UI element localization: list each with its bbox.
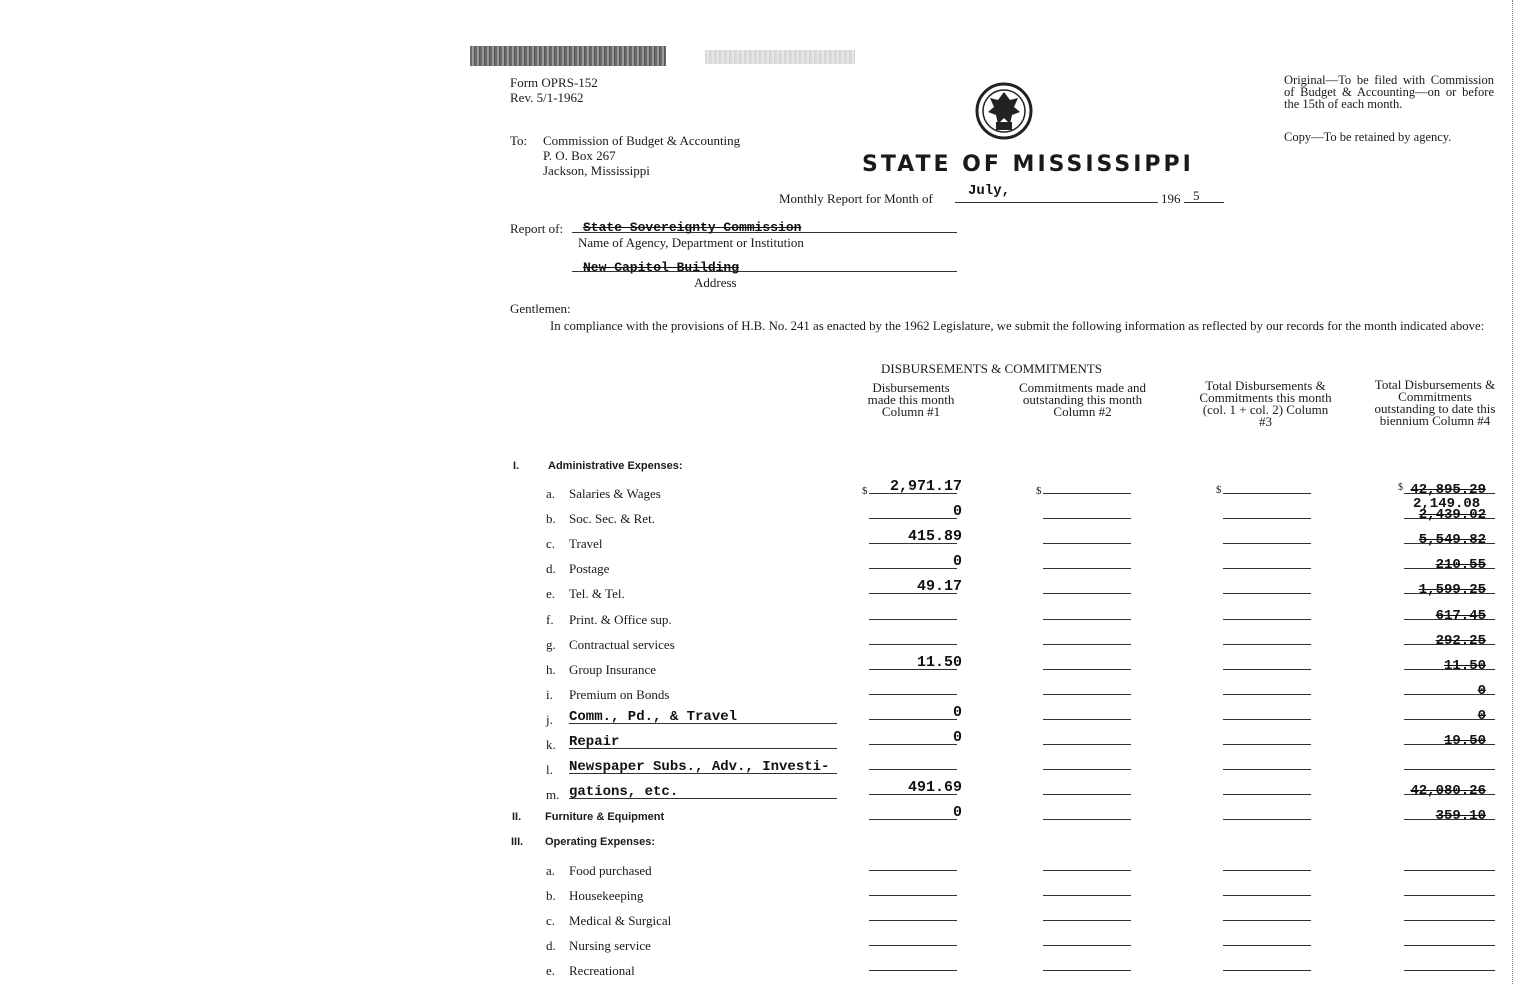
column-1-entry-line xyxy=(869,644,957,645)
column-4-header: Total Disbursements & Commitments outstanding to date this biennium Column #4 xyxy=(1374,377,1496,428)
column-3-entry-line xyxy=(1223,568,1311,569)
row-label: Group Insurance xyxy=(569,662,656,677)
row-label: Tel. & Tel. xyxy=(569,586,625,601)
column-4-value: 0 xyxy=(1477,708,1486,724)
row-letter: c. xyxy=(546,913,556,928)
column-1-header: Disbursements made this month Column #1 xyxy=(867,380,955,419)
column-2-header: Commitments made and outstanding this month Column #2 xyxy=(1018,380,1147,419)
column-2-entry-line xyxy=(1043,895,1131,896)
column-3-entry-line xyxy=(1223,493,1311,494)
row-label: Newspaper Subs., Adv., Investi- xyxy=(569,759,830,775)
column-1-entry-line xyxy=(869,769,957,770)
row-letter: c. xyxy=(546,536,556,551)
letter-body: In compliance with the provisions of H.B. No. 241 as enacted by the 1962 Legislature, we submit the following information as reflected by our records for the month indicated above: xyxy=(550,319,1485,333)
column-2-entry-line xyxy=(1043,794,1131,795)
column-2-entry-line xyxy=(1043,518,1131,519)
row-label: Travel xyxy=(569,536,603,551)
column-1-value: 2,971.17 xyxy=(889,478,962,495)
row-letter: l. xyxy=(546,762,553,777)
row-label: gations, etc. xyxy=(569,784,679,800)
column-2-entry-line xyxy=(1043,568,1131,569)
row-letter: d. xyxy=(546,938,556,953)
column-1-value: 491.69 xyxy=(907,779,962,796)
address-caption: Address xyxy=(694,275,737,290)
section-1-title: Administrative Expenses: xyxy=(548,460,683,472)
col3-dollar-sign: $ xyxy=(1216,484,1222,496)
column-2-entry-line xyxy=(1043,970,1131,971)
row-label: Soc. Sec. & Ret. xyxy=(569,511,655,526)
row-letter: b. xyxy=(546,511,556,526)
column-1-value: 0 xyxy=(952,729,962,746)
row-letter: d. xyxy=(546,561,556,576)
column-4-value: 1,599.25 xyxy=(1418,582,1486,598)
column-2-entry-line xyxy=(1043,493,1131,494)
column-1-value: 0 xyxy=(952,503,962,520)
column-2-entry-line xyxy=(1043,920,1131,921)
column-1-entry-line xyxy=(869,970,957,971)
column-3-entry-line xyxy=(1223,669,1311,670)
column-1-value: 11.50 xyxy=(916,654,962,671)
column-2-entry-line xyxy=(1043,870,1131,871)
row-letter: e. xyxy=(546,586,556,601)
column-4-value: 11.50 xyxy=(1443,658,1486,674)
right-edge-border xyxy=(1512,0,1513,984)
column-1-value: 0 xyxy=(952,804,962,821)
column-3-entry-line xyxy=(1223,870,1311,871)
row-letter: k. xyxy=(546,737,556,752)
column-3-entry-line xyxy=(1223,619,1311,620)
to-line-1: Commission of Budget & Accounting xyxy=(543,133,741,148)
row-label: Comm., Pd., & Travel xyxy=(569,709,738,725)
row-letter: h. xyxy=(546,662,556,677)
state-seal-icon xyxy=(974,80,1034,142)
column-4-value: 2,439.02 xyxy=(1418,507,1486,523)
column-1-value: 0 xyxy=(952,553,962,570)
column-2-entry-line xyxy=(1043,669,1131,670)
column-4-value: 292.25 xyxy=(1435,633,1486,649)
column-3-entry-line xyxy=(1223,970,1311,971)
column-4-value: 5,549.82 xyxy=(1418,532,1486,548)
column-1-value: 415.89 xyxy=(907,528,962,545)
year-value: 5 xyxy=(1193,188,1200,203)
group-header: DISBURSEMENTS & COMMITMENTS xyxy=(881,361,1103,376)
year-underline xyxy=(1184,202,1224,203)
to-label: To: xyxy=(510,133,528,148)
address-value: New Capitol Building xyxy=(583,260,740,275)
column-1-entry-line xyxy=(869,870,957,871)
column-4-entry-line xyxy=(1404,920,1495,921)
to-line-3: Jackson, Mississippi xyxy=(543,163,650,178)
row-label: Contractual services xyxy=(569,637,675,652)
row-letter: a. xyxy=(546,486,556,501)
column-4-value: 617.45 xyxy=(1435,608,1486,624)
column-3-entry-line xyxy=(1223,694,1311,695)
column-3-entry-line xyxy=(1223,518,1311,519)
column-2-entry-line xyxy=(1043,543,1131,544)
column-1-entry-line xyxy=(869,920,957,921)
row-label: Print. & Office sup. xyxy=(569,612,672,627)
row-label: Repair xyxy=(569,734,620,750)
row-letter: f. xyxy=(546,612,554,627)
column-3-entry-line xyxy=(1223,794,1311,795)
row-letter: i. xyxy=(546,687,553,702)
column-3-entry-line xyxy=(1223,895,1311,896)
column-1-entry-line xyxy=(869,945,957,946)
column-2-entry-line xyxy=(1043,744,1131,745)
column-4-entry-line xyxy=(1404,945,1495,946)
form-number: Form OPRS-152 xyxy=(510,75,598,90)
col2-dollar-sign: $ xyxy=(1036,485,1042,497)
column-3-entry-line xyxy=(1223,744,1311,745)
row-label: Salaries & Wages xyxy=(569,486,661,501)
column-2-entry-line xyxy=(1043,769,1131,770)
column-4-value: 359.10 xyxy=(1435,808,1486,824)
column-3-header: Total Disbursements & Commitments this month (col. 1 + col. 2) Column #3 xyxy=(1199,378,1332,429)
column-3-entry-line xyxy=(1223,769,1311,770)
section-2-numeral: II. xyxy=(512,811,522,823)
row-letter: g. xyxy=(546,637,556,652)
row-letter: m. xyxy=(546,787,560,802)
column-4-entry-line xyxy=(1404,769,1495,770)
year-prefix: 196 xyxy=(1161,191,1181,206)
agency-value: State Sovereignty Commission xyxy=(583,220,802,235)
column-4-value: 19.50 xyxy=(1443,733,1486,749)
column-4-entry-line xyxy=(1404,895,1495,896)
state-title: STATE OF MISSISSIPPI xyxy=(862,152,1194,177)
column-2-entry-line xyxy=(1043,593,1131,594)
row-label: Housekeeping xyxy=(569,888,644,903)
section-3-numeral: III. xyxy=(511,836,524,848)
column-3-entry-line xyxy=(1223,719,1311,720)
column-4-value: 42,080.26 xyxy=(1410,783,1486,799)
column-2-entry-line xyxy=(1043,644,1131,645)
redaction-mark-faint xyxy=(705,50,855,64)
column-4-value: 0 xyxy=(1477,683,1486,699)
month-value: July, xyxy=(968,183,1011,199)
column-4-value: 42,895.29 xyxy=(1410,482,1486,498)
column-1-value: 0 xyxy=(952,704,962,721)
column-3-entry-line xyxy=(1223,593,1311,594)
row-letter: b. xyxy=(546,888,556,903)
report-of-label: Report of: xyxy=(510,221,564,236)
section-3-title: Operating Expenses: xyxy=(545,836,656,848)
column-1-value: 49.17 xyxy=(916,578,962,595)
form-revision: Rev. 5/1-1962 xyxy=(510,90,584,105)
column-4-value: 210.55 xyxy=(1435,557,1486,573)
month-underline xyxy=(955,202,1158,203)
row-label: Recreational xyxy=(569,963,635,978)
column-1-entry-line xyxy=(869,694,957,695)
row-letter: a. xyxy=(546,863,556,878)
column-2-entry-line xyxy=(1043,694,1131,695)
to-line-2: P. O. Box 267 xyxy=(543,148,616,163)
column-4-entry-line xyxy=(1404,870,1495,871)
column-1-entry-line xyxy=(869,895,957,896)
column-1-entry-line xyxy=(869,619,957,620)
row-label: Nursing service xyxy=(569,938,651,953)
monthly-report-label: Monthly Report for Month of xyxy=(779,191,933,206)
column-3-entry-line xyxy=(1223,644,1311,645)
row-letter: j. xyxy=(546,712,553,727)
col4-extra-value: 2,149.08 xyxy=(1413,496,1481,512)
column-3-entry-line xyxy=(1223,819,1311,820)
column-2-entry-line xyxy=(1043,719,1131,720)
row-label: Postage xyxy=(569,561,610,576)
column-4-entry-line xyxy=(1404,970,1495,971)
salutation: Gentlemen: xyxy=(510,301,571,316)
row-label: Premium on Bonds xyxy=(569,687,670,702)
row-letter: e. xyxy=(546,963,556,978)
section-2-title: Furniture & Equipment xyxy=(545,811,665,823)
column-3-entry-line xyxy=(1223,945,1311,946)
redaction-mark xyxy=(470,46,666,66)
column-2-entry-line xyxy=(1043,945,1131,946)
copy-note: Copy—To be retained by agency. xyxy=(1284,130,1452,144)
original-note: Original—To be filed with Commission of Budget & Accounting—on or before the 15th of each month. xyxy=(1284,73,1494,111)
col4-dollar-sign: $ xyxy=(1398,482,1403,493)
column-2-entry-line xyxy=(1043,819,1131,820)
column-3-entry-line xyxy=(1223,543,1311,544)
column-3-entry-line xyxy=(1223,920,1311,921)
section-1-numeral: I. xyxy=(513,460,520,472)
row-label: Food purchased xyxy=(569,863,652,878)
column-2-entry-line xyxy=(1043,619,1131,620)
agency-caption: Name of Agency, Department or Institution xyxy=(578,235,804,250)
row-label: Medical & Surgical xyxy=(569,913,672,928)
col1-dollar-sign: $ xyxy=(862,485,868,497)
